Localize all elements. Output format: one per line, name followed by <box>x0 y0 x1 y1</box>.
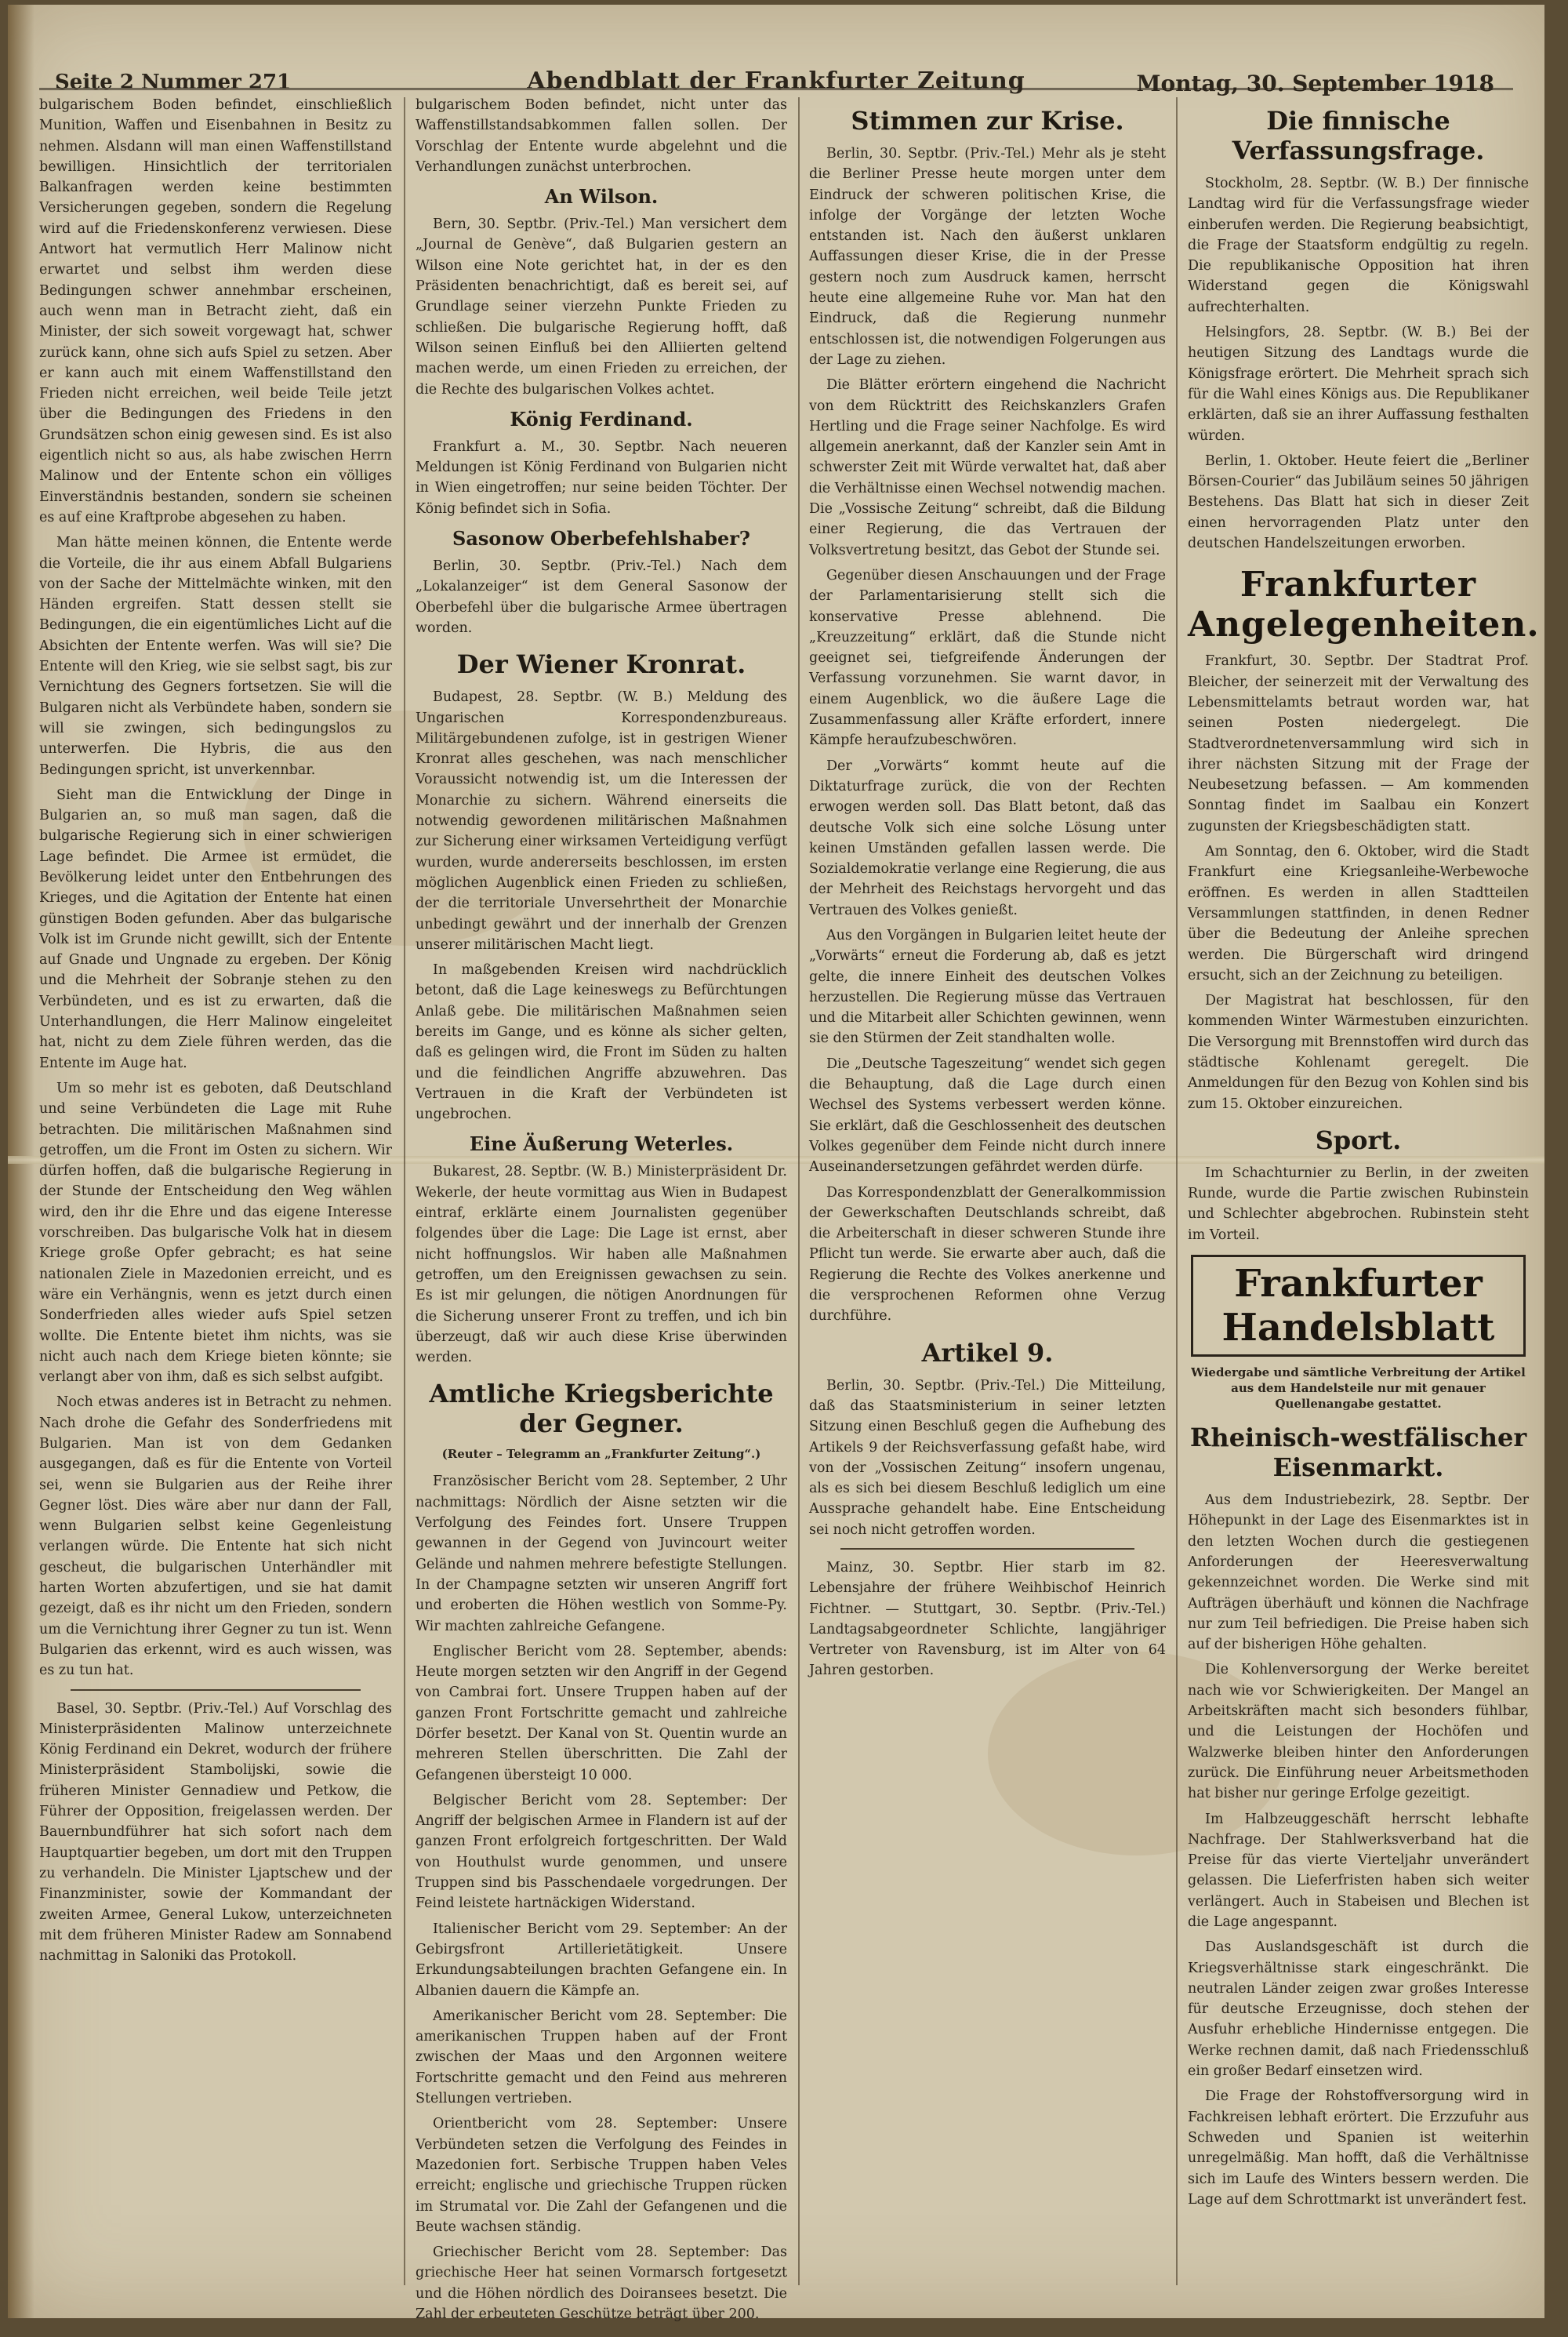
article-paragraph: Belgischer Bericht vom 28. September: Der Angriff der belgischen Armee in Flandern ist auf der ganzen Front erfolgreich fortgeschritten. Der Wald von Houthulst wurde genommen, und unsere Truppen sind bis Passchendaele vorgedrungen. Der Feind leistete hartnäckigen Widerstand. <box>416 1792 787 1912</box>
article-paragraph: Französischer Bericht vom 28. September, 2 Uhr nachmittags: Nördlich der Aisne setzten wir die Verfolgung des Feindes fort. Unsere Truppen gewannen in der Gegend von Juvincourt weiter Gelände und nahmen mehrere befestigte Stellungen. In der Champagne setzten wir unseren Angriff fort und eroberten die Höhen westlich von Somme-Py. Wir machten zahlreiche Gefangene. <box>416 1474 787 1634</box>
article-paragraph: Das Korrespondenzblatt der Generalkommission der Gewerkschaften Deutschlands schreibt, daß die Arbeiterschaft in dieser schweren Stunde ihre Pflicht tun werde. Sie erwarte aber auch, daß die Regierung die Rechte des Volkes anerkenne und die versprochenen Reformen ohne Verzug durchführe. <box>809 1184 1166 1325</box>
section-rule <box>71 1689 361 1691</box>
article-paragraph: Frankfurt, 30. Septbr. Der Stadtrat Prof. Bleicher, der seinerzeit mit der Verwaltung des Lebensmittelamts betraut worden war, hat seinen Posten niedergelegt. Die Stadtverordnetenversammlung wird sich in ihrer nächsten Sitzung mit der Frage der Neubesetzung befassen. — Am kommenden Sonntag findet im Saalbau ein Konzert zugunsten der Kriegsbeschädigten statt. <box>1188 653 1529 834</box>
article-paragraph: Der Magistrat hat beschlossen, für den kommenden Winter Wärmestuben einzurichten. Die Versorgung mit Brennstoffen wird durch das städtische Kohlenamt geregelt. Die Anmeldungen für den Bezug von Kohlen sind bis zum 15. Oktober einzureichen. <box>1188 993 1529 1112</box>
headline: Sport. <box>1315 1125 1402 1155</box>
article-paragraph: Gegenüber diesen Anschauungen und der Frage der Parlamentarisierung stellt sich die konservative Presse ablehnend. Die „Kreuzzeitung“ erklärt, daß die Stunde nicht geeignet sei, tiefgreifende Änderungen der Verfassung vorzunehmen. Sie warnt davor, in einem Augenblick, wo die äußere Lage die Zusammenfassung aller Kräfte erfordert, innere Kämpfe heraufzubeschwören. <box>809 567 1166 749</box>
article-paragraph: Aus den Vorgängen in Bulgarien leitet heute der „Vorwärts“ erneut die Forderung ab, daß es jetzt gelte, die innere Einheit des deutschen Volkes herzustellen. Die Regierung müsse das Vertrauen und die Mitarbeit aller Schichten gewinnen, wenn sie den Stürmen der Zeit standhalten wolle. <box>809 927 1166 1047</box>
headline: Der Wiener Kronrat. <box>456 649 746 680</box>
source-note: (Reuter – Telegramm an „Frankfurter Zeitung“.) <box>441 1447 761 1462</box>
article-paragraph: bulgarischem Boden befindet, nicht unter das Waffenstillstandsabkommen fallen sollen. Der Vorschlag der Entente wurde abgelehnt und die Verhandlungen zunächst unterbrochen. <box>416 97 787 175</box>
page-number: Seite 2 Nummer 271 <box>55 71 292 94</box>
article-paragraph: Die „Deutsche Tageszeitung“ wendet sich gegen die Behauptung, daß die Lage durch einen Wechsel des Systems verbessert werden könne. Sie erklärt, daß die Geschlossenheit des deutschen Volkes gegenüber dem Feinde nicht durch innere Auseinandersetzungen gefährdet werden dürfe. <box>809 1056 1166 1176</box>
headline: Artikel 9. <box>921 1337 1054 1368</box>
article-paragraph: bulgarischem Boden befindet, einschließlich Munition, Waffen und Eisenbahnen in Besitz zu nehmen. Alsdann will man einen Waffenstillstand bewilligen. Hinsichtlich der territorialen Balkanfragen werden keine bestimmten Versicherungen gegeben, sondern die Regelung wird auf die Friedenskonferenz verwiesen. Diese Antwort hat vermutlich Herr Malinow nicht erwartet und selbst ihm werden diese Bedingungen schwer annehmbar erscheinen, auch wenn man in Betracht zieht, daß ein Minister, der sich soweit vorgewagt hat, schwer zurück kann, ohne sich aufs Spiel zu setzen. Aber er kann auch mit einem Waffenstillstand den Frieden nicht erreichen, weil beide Teile jetzt über die Bedingungen des Friedens in den Grundsätzen schon einig gewesen sind. Es ist also eigentlich nicht so aus, als habe zwischen Herrn Malinow und der Entente schon ein völliges Einverständnis bestanden, sondern sie scheinen es auf eine Kraftprobe abgesehen zu haben. <box>39 97 392 525</box>
article-paragraph: In maßgebenden Kreisen wird nachdrücklich betont, daß die Lage keineswegs zu Befürchtungen Anlaß gebe. Die militärischen Maßnahmen seien bereits im Gange, und es könne als sicher gelten, daß es gelingen wird, die Front im Süden zu halten und die feindlichen Angriffe abzuwehren. Das Vertrauen in die Kraft der Verbündeten ist ungebrochen. <box>416 962 787 1123</box>
newspaper-title: Abendblatt der Frankfurter Zeitung <box>527 67 1025 95</box>
headline: Rheinisch-westfälischer Eisenmarkt. <box>1189 1423 1527 1483</box>
article-paragraph: Budapest, 28. Septbr. (W. B.) Meldung des Ungarischen Korrespondenzbureaus. Militärgebundenen zufolge, ist in gestrigen Wiener Kronrat alles geschehen, was nach menschlicher Voraussicht notwendig ist, um die Interessen der Monarchie zu sichern. Während einerseits die notwendig gewordenen militärischen Maßnahmen zur Sicherung einer wirksamen Verteidigung verfügt wurden, wurde andererseits beschlossen, im ersten möglichen Augenblick einen Frieden zu schließen, der die territoriale Unversehrtheit der Monarchie unbedingt gewährt und der innerhalb der Grenzen unserer militärischen Macht liegt. <box>416 689 787 953</box>
article-paragraph: Im Halbzeuggeschäft herrscht lebhafte Nachfrage. Der Stahlwerksverband hat die Preise für das vierte Vierteljahr unverändert gelassen. Die Lieferfristen haben sich weiter verlängert. Auch in Stabeisen und Blechen ist die Lage angespannt. <box>1188 1811 1529 1930</box>
column-divider <box>1176 97 1178 2285</box>
newspaper-page <box>8 5 1544 2323</box>
article-paragraph: Berlin, 30. Septbr. (Priv.-Tel.) Nach dem „Lokalanzeiger“ ist dem General Sasonow der Oberbefehl über die bulgarische Armee übertragen worden. <box>416 558 787 636</box>
column-3 <box>809 95 1166 2291</box>
headline: Stimmen zur Krise. <box>851 106 1124 136</box>
headline: Sasonow Oberbefehlshaber? <box>452 527 750 551</box>
article-paragraph: Griechischer Bericht vom 28. September: Das griechische Heer hat seinen Vormarsch fortgesetzt und die Höhen nördlich des Doiransees besetzt. Die Zahl der erbeuteten Geschütze beträgt über 200. <box>416 2244 787 2323</box>
article-paragraph: Noch etwas anderes ist in Betracht zu nehmen. Nach drohe die Gefahr des Sonderfriedens mit Bulgarien. Man ist von dem Gedanken ausgegangen, daß es für die Entente von Vorteil sei, wenn sie Bulgarien aus der Reihe ihrer Gegner löst. Dies wäre aber nur dann der Fall, wenn Bulgarien selbst keine Gegenleistung verlangen würde. Die Entente hat sich nicht gescheut, die bulgarischen Unterhändler mit harten Worten abzufertigen, und sie hat damit gezeigt, daß es ihr nicht um den Frieden, sondern um die Vernichtung ihrer Gegner zu tun ist. Wenn Bulgarien das erkennt, wird es auch wissen, was es zu tun hat. <box>39 1394 392 1679</box>
article-paragraph: Helsingfors, 28. Septbr. (W. B.) Bei der heutigen Sitzung des Landtags wurde die Königsfrage erörtert. Die Mehrheit sprach sich für die Wahl eines Königs aus. Die Republikaner erklärten, daß sie an ihrer Auffassung festhalten würden. <box>1188 325 1529 444</box>
headline: Amtliche Kriegsberichte der Gegner. <box>429 1379 774 1439</box>
section-headline: Frankfurter Angelegenheiten. <box>1188 565 1540 645</box>
article-paragraph: Am Sonntag, den 6. Oktober, wird die Stadt Frankfurt eine Kriegsanleihe-Werbewoche eröffnen. Es werden in allen Stadtteilen Versammlungen stattfinden, in denen Redner über die Bedeutung der Anleihe sprechen werden. Die Bürgerschaft wird dringend ersucht, sich an der Zeichnung zu beteiligen. <box>1188 844 1529 983</box>
article-paragraph: Bern, 30. Septbr. (Priv.-Tel.) Man versichert dem „Journal de Genève“, daß Bulgarien gestern an Wilson eine Note gerichtet hat, in der es den Präsidenten benachrichtigt, daß es bereit sei, auf Grundlage seiner vierzehn Punkte Frieden zu schließen. Die bulgarische Regierung hofft, daß Wilson seinen Einfluß bei den Alliierten geltend machen werde, um einen Frieden zu erreichen, der die Rechte des bulgarischen Volkes achtet. <box>416 216 787 398</box>
headline: Eine Äußerung Weterles. <box>469 1132 734 1156</box>
article-paragraph: Die Frage der Rohstoffversorgung wird in Fachkreisen lebhaft erörtert. Die Erzzufuhr aus Schweden und Spanien ist weiterhin unregelmäßig. Man hofft, daß die Verhältnisse sich im Laufe des Winters bessern werden. Die Lage auf dem Schrottmarkt ist unverändert fest. <box>1188 2088 1529 2208</box>
article-paragraph: Berlin, 30. Septbr. (Priv.-Tel.) Mehr als je steht die Berliner Presse heute morgen unter dem Eindruck der schweren politischen Krise, die infolge der Vorgänge der letzten Woche entstanden ist. Nach den äußerst unklaren Auffassungen dieser Krise, die in der Presse gestern noch zum Ausdruck kamen, herrscht heute eine allgemeine Ruhe vor. Man hat den Eindruck, daß die Regierung nunmehr entschlossen ist, die notwendigen Folgerungen aus der Lage zu ziehen. <box>809 146 1166 368</box>
headline: Die finnische Verfassungsfrage. <box>1232 106 1485 165</box>
handelsblatt-banner: Frankfurter Handelsblatt <box>1191 1255 1526 1357</box>
article-paragraph: Berlin, 30. Septbr. (Priv.-Tel.) Die Mitteilung, daß das Staatsministerium in seiner letzten Sitzung einen Beschluß gegen die Aufhebung des Artikels 9 der Reichsverfassung gefaßt habe, wird von der „Vossischen Zeitung“ insofern ungenau, als es sich bei diesem Beschluß lediglich um eine Aussprache gehandelt habe. Eine Entscheidung sei noch nicht getroffen worden. <box>809 1377 1166 1538</box>
article-paragraph: Mainz, 30. Septbr. Hier starb im 82. Lebensjahre der frühere Weihbischof Heinrich Fichtner. — Stuttgart, 30. Septbr. (Priv.-Tel.) Landtagsabgeordneter Schlichte, langjähriger Vertreter von Ravensburg, ist im Alter von 64 Jahren gestorben. <box>809 1560 1166 1679</box>
column-1 <box>39 95 392 2291</box>
masthead-bar <box>39 33 1513 96</box>
article-paragraph: Amerikanischer Bericht vom 28. September: Die amerikanischen Truppen haben auf der Front zwischen der Maas und den Argonnen weitere Fortschritte gemacht und den Feind aus mehreren Stellungen vertrieben. <box>416 2008 787 2107</box>
article-paragraph: Sieht man die Entwicklung der Dinge in Bulgarien an, so muß man sagen, daß die bulgarische Regierung sich in einer schwierigen Lage befindet. Die Armee ist ermüdet, die Bevölkerung leidet unter den Entbehrungen des Krieges, und die Agitation der Entente hat einen günstigen Boden gefunden. Aber das bulgarische Volk ist im Grunde nicht gewillt, sich der Entente auf Gnade und Ungnade zu ergeben. Der König und die Mehrheit der Sobranje stehen zu den Verbündeten, und es ist zu erwarten, daß die Unterhandlungen, die Herr Malinow eingeleitet hat, nicht zu dem Ziele führen werden, das die Entente im Auge hat. <box>39 787 392 1071</box>
article-paragraph: Basel, 30. Septbr. (Priv.-Tel.) Auf Vorschlag des Ministerpräsidenten Malinow unterzeichnete König Ferdinand ein Dekret, wodurch der frühere Ministerpräsident Stambolijski, sowie die früheren Minister Gennadiew und Petkow, die Führer der Opposition, freigelassen werden. Der Bauernbundführer hat sich sofort nach dem Hauptquartier begeben, um dort mit den Truppen zu verhandeln. Die Minister Ljaptschew und der Finanzminister, sowie der Kommandant der zweiten Armee, General Lukow, unterzeichneten mit dem früheren Minister Radew am Sonnabend nachmittag in Saloniki das Protokoll. <box>39 1700 392 1964</box>
column-2 <box>416 95 787 2323</box>
column-4 <box>1188 95 1540 2291</box>
issue-date: Montag, 30. September 1918 <box>1136 71 1494 96</box>
article-paragraph: Bukarest, 28. Septbr. (W. B.) Ministerpräsident Dr. Wekerle, der heute vormittag aus Wien in Budapest eintraf, erklärte einem Journalisten gegenüber folgendes über die Lage: Die Lage ist ernst, aber nicht hoffnungslos. Wir haben alle Maßnahmen getroffen, um den Ereignissen gewachsen zu sein. Es ist mir gelungen, die nötigen Anordnungen für die Sicherung unserer Front zu treffen, und ich bin überzeugt, daß wir auch diese Krise überwinden werden. <box>416 1164 787 1366</box>
headline: An Wilson. <box>544 185 659 209</box>
article-paragraph: Berlin, 1. Oktober. Heute feiert die „Berliner Börsen-Courier“ das Jubiläum seines 50 jährigen Bestehens. Das Blatt hat sich in dieser Zeit einen hervorragenden Platz unter den deutschen Handelszeitungen erworben. <box>1188 452 1529 552</box>
article-paragraph: Um so mehr ist es geboten, daß Deutschland und seine Verbündeten die Lage mit Ruhe betrachten. Die militärischen Maßnahmen sind getroffen, um die Front im Osten zu sichern. Wir dürfen hoffen, daß die bulgarische Regierung in der Stunde der Entscheidung den Weg wählen wird, den ihr die Ehre und das eigene Interesse vorschreiben. Das bulgarische Volk hat in diesem Kriege große Opfer gebracht; es hat seine nationalen Ziele in Mazedonien erreicht, und es wäre ein Verhängnis, wenn es jetzt durch einen Sonderfrieden alles wieder aufs Spiel setzen wollte. Die Entente bietet ihm nichts, was sie nicht auch nach dem Kriege bieten könnte; sie verlangt aber von ihm, daß es sich selbst aufgibt. <box>39 1080 392 1386</box>
column-divider <box>798 97 800 2285</box>
headline: König Ferdinand. <box>510 407 693 431</box>
article-paragraph: Italienischer Bericht vom 29. September: An der Gebirgsfront Artillerietätigkeit. Unsere Erkundungsabteilungen brachten Gefangene ein. In Albanien dauern die Kämpfe an. <box>416 1921 787 1999</box>
article-paragraph: Stockholm, 28. Septbr. (W. B.) Der finnische Landtag wird für die Verfassungsfrage wieder einberufen werden. Die Regierung beabsichtigt, die Frage der Staatsform endgültig zu regeln. Die republikanische Opposition hat ihren Widerstand gegen die Königswahl aufrechterhalten. <box>1188 176 1529 315</box>
article-paragraph: Englischer Bericht vom 28. September, abends: Heute morgen setzten wir den Angriff in der Gegend von Cambrai fort. Unsere Truppen haben auf der ganzen Front Fortschritte gemacht und zahlreiche Dörfer besetzt. Der Kanal von St. Quentin wurde an mehreren Stellen überschritten. Die Zahl der Gefangenen übersteigt 10 000. <box>416 1643 787 1783</box>
article-paragraph: Im Schachturnier zu Berlin, in der zweiten Runde, wurde die Partie zwischen Rubinstein und Schlechter abgebrochen. Rubinstein steht im Vorteil. <box>1188 1165 1529 1243</box>
article-paragraph: Frankfurt a. M., 30. Septbr. Nach neueren Meldungen ist König Ferdinand von Bulgarien nicht in Wien eingetroffen; nur seine beiden Töchter. Der König befindet sich in Sofia. <box>416 438 787 517</box>
column-divider <box>404 97 405 2285</box>
article-paragraph: Man hätte meinen können, die Entente werde die Vorteile, die ihr aus einem Abfall Bulgariens von der Sache der Mittelmächte winken, mit den Händen ergreifen. Statt dessen stellt sie Bedingungen, die ein eigentümliches Licht auf die Absichten der Entente werfen. Was will sie? Die Entente will den Krieg, wie sie selbst sagt, bis zur Vernichtung des Gegners fortsetzen. Sie will die Bulgaren nicht als Verbündete haben, sondern sie will sie zwingen, sich bedingungslos zu unterwerfen. Die Hybris, die aus den Bedingungen spricht, ist unverkennbar. <box>39 535 392 778</box>
article-paragraph: Die Blätter erörtern eingehend die Nachricht von dem Rücktritt des Reichskanzlers Grafen Hertling und die Frage seiner Nachfolge. Es wird allgemein anerkannt, daß der Kanzler sein Amt in schwerster Zeit mit Würde verwaltet hat, daß aber die Verhältnisse einen Wechsel notwendig machen. Die „Vossische Zeitung“ schreibt, daß die Bildung einer Regierung, die das Vertrauen der Volksvertretung besitzt, das Gebot der Stunde sei. <box>809 377 1166 558</box>
article-paragraph: Die Kohlenversorgung der Werke bereitet nach wie vor Schwierigkeiten. Der Mangel an Arbeitskräften macht sich besonders fühlbar, und die Leistungen der Hochöfen und Walzwerke bleiben hinter den Anforderungen zurück. Die Einführung neuer Arbeitsmethoden hat bisher nur geringe Erfolge gezeitigt. <box>1188 1662 1529 1802</box>
article-paragraph: Der „Vorwärts“ kommt heute auf die Diktaturfrage zurück, die von der Rechten erwogen werden soll. Das Blatt betont, daß das deutsche Volk sich eine solche Lösung unter keinen Umständen gefallen lassen werde. Die Sozialdemokratie verlange eine Regierung, die aus der Mehrheit des Reichstags hervorgeht und das Vertrauen des Volkes genießt. <box>809 758 1166 918</box>
article-paragraph: Orientbericht vom 28. September: Unsere Verbündeten setzen die Verfolgung des Feindes in Mazedonien fort. Serbische Truppen haben Veles erreicht; englische und griechische Truppen rücken im Strumatal vor. Die Zahl der Gefangenen und die Beute wachsen ständig. <box>416 2116 787 2235</box>
article-paragraph: Aus dem Industriebezirk, 28. Septbr. Der Höhepunkt in der Lage des Eisenmarktes ist in den letzten Wochen durch die gestiegenen Anforderungen der Heeresverwaltung gekennzeichnet worden. Die Werke sind mit Aufträgen überhäuft und können die Nachfrage nur zum Teil befriedigen. Die Preise haben sich auf der bisherigen Höhe gehalten. <box>1188 1492 1529 1653</box>
copyright-note: Wiedergabe und sämtliche Verbreitung der Artikel aus dem Handelsteile nur mit genauer Quellenangabe gestattet. <box>1191 1365 1526 1412</box>
article-paragraph: Das Auslandsgeschäft ist durch die Kriegsverhältnisse stark eingeschränkt. Die neutralen Länder zeigen zwar großes Interesse für deutsche Erzeugnisse, doch stehen der Ausfuhr erhebliche Hindernisse entgegen. Die Werke rechnen damit, daß nach Friedensschluß ein großer Bedarf einsetzen wird. <box>1188 1939 1529 2080</box>
section-rule <box>840 1548 1134 1550</box>
